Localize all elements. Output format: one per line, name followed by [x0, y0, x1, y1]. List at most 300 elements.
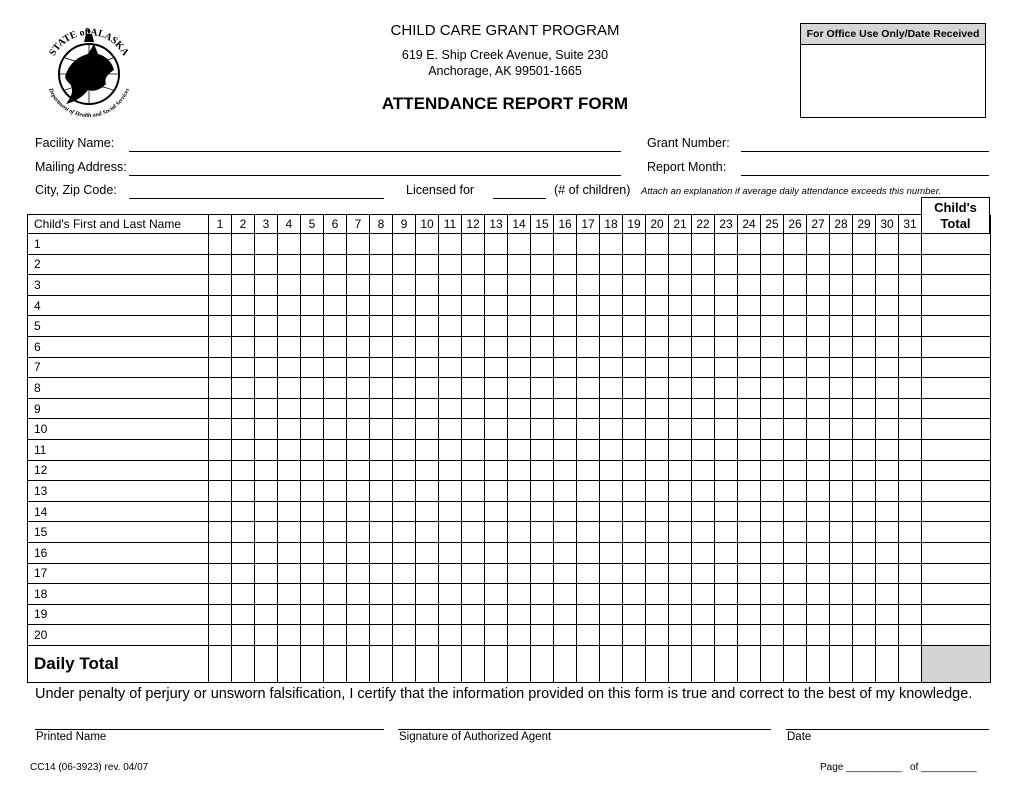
attendance-cell[interactable]: [393, 604, 416, 625]
attendance-cell[interactable]: [853, 336, 876, 357]
attendance-cell[interactable]: [508, 542, 531, 563]
attendance-cell[interactable]: [393, 254, 416, 275]
daily-total-cell[interactable]: [416, 645, 439, 682]
attendance-cell[interactable]: [232, 604, 255, 625]
attendance-cell[interactable]: [485, 584, 508, 605]
attendance-cell[interactable]: [899, 316, 922, 337]
attendance-cell[interactable]: [600, 460, 623, 481]
attendance-cell[interactable]: [899, 357, 922, 378]
attendance-cell[interactable]: [416, 234, 439, 255]
attendance-cell[interactable]: [830, 563, 853, 584]
attendance-cell[interactable]: [232, 439, 255, 460]
attendance-cell[interactable]: [324, 584, 347, 605]
attendance-cell[interactable]: [876, 316, 899, 337]
attendance-cell[interactable]: [232, 336, 255, 357]
attendance-cell[interactable]: [784, 357, 807, 378]
attendance-cell[interactable]: [209, 275, 232, 296]
attendance-cell[interactable]: [876, 378, 899, 399]
attendance-cell[interactable]: [784, 481, 807, 502]
attendance-cell[interactable]: [600, 254, 623, 275]
attendance-cell[interactable]: [853, 501, 876, 522]
attendance-cell[interactable]: [508, 398, 531, 419]
attendance-cell[interactable]: [784, 378, 807, 399]
attendance-cell[interactable]: [508, 316, 531, 337]
attendance-cell[interactable]: [784, 295, 807, 316]
attendance-cell[interactable]: [830, 604, 853, 625]
attendance-cell[interactable]: [692, 542, 715, 563]
attendance-cell[interactable]: [600, 419, 623, 440]
attendance-cell[interactable]: [784, 522, 807, 543]
attendance-cell[interactable]: [761, 254, 784, 275]
attendance-cell[interactable]: [853, 481, 876, 502]
attendance-cell[interactable]: [876, 419, 899, 440]
attendance-cell[interactable]: [232, 275, 255, 296]
attendance-cell[interactable]: [255, 501, 278, 522]
attendance-cell[interactable]: [462, 378, 485, 399]
attendance-cell[interactable]: [646, 295, 669, 316]
child-total-cell[interactable]: [922, 481, 991, 502]
attendance-cell[interactable]: [899, 336, 922, 357]
attendance-cell[interactable]: [485, 481, 508, 502]
attendance-cell[interactable]: [899, 234, 922, 255]
attendance-cell[interactable]: [692, 584, 715, 605]
attendance-cell[interactable]: [577, 604, 600, 625]
grant-number-field[interactable]: [741, 151, 989, 152]
attendance-cell[interactable]: [830, 460, 853, 481]
child-total-cell[interactable]: [922, 439, 991, 460]
attendance-cell[interactable]: [485, 357, 508, 378]
attendance-cell[interactable]: [623, 336, 646, 357]
daily-total-cell[interactable]: [692, 645, 715, 682]
attendance-cell[interactable]: [416, 439, 439, 460]
attendance-cell[interactable]: [738, 275, 761, 296]
attendance-cell[interactable]: [324, 336, 347, 357]
attendance-cell[interactable]: [209, 254, 232, 275]
attendance-cell[interactable]: [807, 357, 830, 378]
attendance-cell[interactable]: [669, 501, 692, 522]
attendance-cell[interactable]: [462, 460, 485, 481]
daily-total-cell[interactable]: [807, 645, 830, 682]
attendance-cell[interactable]: [462, 542, 485, 563]
attendance-cell[interactable]: [715, 584, 738, 605]
attendance-cell[interactable]: [393, 295, 416, 316]
child-total-cell[interactable]: [922, 254, 991, 275]
attendance-cell[interactable]: [807, 501, 830, 522]
attendance-cell[interactable]: [646, 625, 669, 646]
attendance-cell[interactable]: [347, 481, 370, 502]
attendance-cell[interactable]: [784, 439, 807, 460]
daily-total-cell[interactable]: [508, 645, 531, 682]
attendance-cell[interactable]: [531, 542, 554, 563]
attendance-cell[interactable]: [508, 254, 531, 275]
daily-total-cell[interactable]: [623, 645, 646, 682]
attendance-cell[interactable]: [462, 604, 485, 625]
child-name-cell[interactable]: 19: [28, 604, 209, 625]
attendance-cell[interactable]: [623, 419, 646, 440]
attendance-cell[interactable]: [692, 563, 715, 584]
daily-total-cell[interactable]: [738, 645, 761, 682]
attendance-cell[interactable]: [784, 542, 807, 563]
attendance-cell[interactable]: [347, 522, 370, 543]
attendance-cell[interactable]: [278, 625, 301, 646]
attendance-cell[interactable]: [439, 316, 462, 337]
attendance-cell[interactable]: [347, 501, 370, 522]
attendance-cell[interactable]: [853, 625, 876, 646]
child-total-cell[interactable]: [922, 584, 991, 605]
attendance-cell[interactable]: [715, 295, 738, 316]
attendance-cell[interactable]: [255, 254, 278, 275]
attendance-cell[interactable]: [278, 522, 301, 543]
attendance-cell[interactable]: [853, 398, 876, 419]
attendance-cell[interactable]: [784, 501, 807, 522]
attendance-cell[interactable]: [807, 336, 830, 357]
attendance-cell[interactable]: [370, 316, 393, 337]
attendance-cell[interactable]: [416, 584, 439, 605]
attendance-cell[interactable]: [255, 481, 278, 502]
attendance-cell[interactable]: [278, 234, 301, 255]
attendance-cell[interactable]: [623, 501, 646, 522]
attendance-cell[interactable]: [508, 357, 531, 378]
attendance-cell[interactable]: [853, 254, 876, 275]
attendance-cell[interactable]: [508, 501, 531, 522]
attendance-cell[interactable]: [876, 254, 899, 275]
attendance-cell[interactable]: [485, 542, 508, 563]
attendance-cell[interactable]: [255, 275, 278, 296]
attendance-cell[interactable]: [623, 254, 646, 275]
attendance-cell[interactable]: [278, 357, 301, 378]
attendance-cell[interactable]: [278, 563, 301, 584]
attendance-cell[interactable]: [761, 419, 784, 440]
attendance-cell[interactable]: [876, 234, 899, 255]
attendance-cell[interactable]: [646, 275, 669, 296]
attendance-cell[interactable]: [876, 604, 899, 625]
attendance-cell[interactable]: [761, 481, 784, 502]
attendance-cell[interactable]: [830, 419, 853, 440]
attendance-cell[interactable]: [600, 336, 623, 357]
attendance-cell[interactable]: [508, 378, 531, 399]
attendance-cell[interactable]: [646, 234, 669, 255]
attendance-cell[interactable]: [623, 604, 646, 625]
attendance-cell[interactable]: [485, 625, 508, 646]
attendance-cell[interactable]: [301, 604, 324, 625]
attendance-cell[interactable]: [715, 522, 738, 543]
attendance-cell[interactable]: [232, 460, 255, 481]
attendance-cell[interactable]: [738, 316, 761, 337]
attendance-cell[interactable]: [623, 522, 646, 543]
attendance-cell[interactable]: [324, 357, 347, 378]
attendance-cell[interactable]: [393, 563, 416, 584]
attendance-cell[interactable]: [623, 378, 646, 399]
attendance-cell[interactable]: [255, 563, 278, 584]
attendance-cell[interactable]: [669, 316, 692, 337]
attendance-cell[interactable]: [324, 398, 347, 419]
attendance-cell[interactable]: [554, 295, 577, 316]
attendance-cell[interactable]: [278, 295, 301, 316]
attendance-cell[interactable]: [899, 604, 922, 625]
attendance-cell[interactable]: [554, 481, 577, 502]
attendance-cell[interactable]: [508, 625, 531, 646]
attendance-cell[interactable]: [715, 439, 738, 460]
attendance-cell[interactable]: [853, 604, 876, 625]
attendance-cell[interactable]: [232, 584, 255, 605]
attendance-cell[interactable]: [416, 625, 439, 646]
attendance-cell[interactable]: [278, 254, 301, 275]
attendance-cell[interactable]: [554, 316, 577, 337]
attendance-cell[interactable]: [738, 234, 761, 255]
attendance-cell[interactable]: [807, 563, 830, 584]
attendance-cell[interactable]: [623, 563, 646, 584]
attendance-cell[interactable]: [646, 522, 669, 543]
child-total-cell[interactable]: [922, 460, 991, 481]
printed-name-field[interactable]: [35, 729, 384, 730]
attendance-cell[interactable]: [370, 398, 393, 419]
attendance-cell[interactable]: [899, 439, 922, 460]
attendance-cell[interactable]: [416, 357, 439, 378]
attendance-cell[interactable]: [232, 481, 255, 502]
attendance-cell[interactable]: [370, 460, 393, 481]
attendance-cell[interactable]: [278, 378, 301, 399]
attendance-cell[interactable]: [784, 419, 807, 440]
child-name-cell[interactable]: 18: [28, 584, 209, 605]
attendance-cell[interactable]: [278, 604, 301, 625]
attendance-cell[interactable]: [646, 584, 669, 605]
attendance-cell[interactable]: [508, 439, 531, 460]
attendance-cell[interactable]: [324, 542, 347, 563]
attendance-cell[interactable]: [209, 316, 232, 337]
attendance-cell[interactable]: [462, 439, 485, 460]
attendance-cell[interactable]: [485, 398, 508, 419]
daily-total-cell[interactable]: [370, 645, 393, 682]
attendance-cell[interactable]: [531, 563, 554, 584]
attendance-cell[interactable]: [738, 254, 761, 275]
attendance-cell[interactable]: [853, 357, 876, 378]
attendance-cell[interactable]: [255, 522, 278, 543]
attendance-cell[interactable]: [393, 439, 416, 460]
attendance-cell[interactable]: [393, 419, 416, 440]
attendance-cell[interactable]: [715, 419, 738, 440]
attendance-cell[interactable]: [278, 419, 301, 440]
attendance-cell[interactable]: [370, 625, 393, 646]
attendance-cell[interactable]: [784, 584, 807, 605]
attendance-cell[interactable]: [646, 336, 669, 357]
attendance-cell[interactable]: [278, 501, 301, 522]
attendance-cell[interactable]: [439, 584, 462, 605]
attendance-cell[interactable]: [416, 542, 439, 563]
attendance-cell[interactable]: [577, 316, 600, 337]
attendance-cell[interactable]: [462, 481, 485, 502]
daily-total-cell[interactable]: [853, 645, 876, 682]
attendance-cell[interactable]: [301, 234, 324, 255]
attendance-cell[interactable]: [830, 584, 853, 605]
attendance-cell[interactable]: [600, 378, 623, 399]
attendance-cell[interactable]: [830, 316, 853, 337]
city-zip-field[interactable]: [129, 198, 384, 199]
attendance-cell[interactable]: [232, 501, 255, 522]
attendance-cell[interactable]: [669, 419, 692, 440]
attendance-cell[interactable]: [692, 275, 715, 296]
attendance-cell[interactable]: [324, 604, 347, 625]
attendance-cell[interactable]: [462, 419, 485, 440]
attendance-cell[interactable]: [485, 336, 508, 357]
attendance-cell[interactable]: [393, 501, 416, 522]
attendance-cell[interactable]: [853, 275, 876, 296]
attendance-cell[interactable]: [370, 275, 393, 296]
attendance-cell[interactable]: [853, 542, 876, 563]
child-total-cell[interactable]: [922, 522, 991, 543]
child-name-cell[interactable]: 3: [28, 275, 209, 296]
attendance-cell[interactable]: [209, 419, 232, 440]
attendance-cell[interactable]: [209, 398, 232, 419]
attendance-cell[interactable]: [876, 481, 899, 502]
attendance-cell[interactable]: [439, 625, 462, 646]
attendance-cell[interactable]: [738, 563, 761, 584]
attendance-cell[interactable]: [807, 604, 830, 625]
attendance-cell[interactable]: [370, 234, 393, 255]
attendance-cell[interactable]: [301, 336, 324, 357]
attendance-cell[interactable]: [577, 460, 600, 481]
attendance-cell[interactable]: [531, 275, 554, 296]
daily-total-cell[interactable]: [462, 645, 485, 682]
attendance-cell[interactable]: [876, 522, 899, 543]
attendance-cell[interactable]: [899, 254, 922, 275]
attendance-cell[interactable]: [531, 357, 554, 378]
attendance-cell[interactable]: [784, 336, 807, 357]
attendance-cell[interactable]: [485, 295, 508, 316]
attendance-cell[interactable]: [899, 542, 922, 563]
child-name-cell[interactable]: 16: [28, 542, 209, 563]
attendance-cell[interactable]: [853, 378, 876, 399]
attendance-cell[interactable]: [761, 584, 784, 605]
attendance-cell[interactable]: [784, 460, 807, 481]
child-name-cell[interactable]: 1: [28, 234, 209, 255]
child-name-cell[interactable]: 11: [28, 439, 209, 460]
attendance-cell[interactable]: [232, 398, 255, 419]
daily-total-cell[interactable]: [439, 645, 462, 682]
attendance-cell[interactable]: [209, 460, 232, 481]
attendance-cell[interactable]: [669, 563, 692, 584]
attendance-cell[interactable]: [692, 501, 715, 522]
attendance-cell[interactable]: [485, 439, 508, 460]
attendance-cell[interactable]: [853, 460, 876, 481]
attendance-cell[interactable]: [278, 584, 301, 605]
attendance-cell[interactable]: [761, 234, 784, 255]
daily-total-cell[interactable]: [347, 645, 370, 682]
attendance-cell[interactable]: [554, 501, 577, 522]
attendance-cell[interactable]: [807, 316, 830, 337]
attendance-cell[interactable]: [646, 501, 669, 522]
daily-total-cell[interactable]: [899, 645, 922, 682]
attendance-cell[interactable]: [669, 481, 692, 502]
attendance-cell[interactable]: [600, 439, 623, 460]
attendance-cell[interactable]: [393, 234, 416, 255]
attendance-cell[interactable]: [761, 501, 784, 522]
attendance-cell[interactable]: [692, 316, 715, 337]
attendance-cell[interactable]: [462, 398, 485, 419]
attendance-cell[interactable]: [623, 584, 646, 605]
daily-total-cell[interactable]: [278, 645, 301, 682]
child-name-cell[interactable]: 12: [28, 460, 209, 481]
attendance-cell[interactable]: [232, 357, 255, 378]
attendance-cell[interactable]: [255, 336, 278, 357]
attendance-cell[interactable]: [347, 460, 370, 481]
attendance-cell[interactable]: [439, 522, 462, 543]
attendance-cell[interactable]: [623, 357, 646, 378]
attendance-cell[interactable]: [646, 460, 669, 481]
attendance-cell[interactable]: [600, 522, 623, 543]
attendance-cell[interactable]: [370, 254, 393, 275]
attendance-cell[interactable]: [324, 501, 347, 522]
attendance-cell[interactable]: [692, 439, 715, 460]
attendance-cell[interactable]: [209, 625, 232, 646]
attendance-cell[interactable]: [393, 336, 416, 357]
attendance-cell[interactable]: [784, 398, 807, 419]
attendance-cell[interactable]: [715, 357, 738, 378]
attendance-cell[interactable]: [462, 234, 485, 255]
attendance-cell[interactable]: [830, 542, 853, 563]
attendance-cell[interactable]: [669, 378, 692, 399]
attendance-cell[interactable]: [416, 316, 439, 337]
daily-total-cell[interactable]: [646, 645, 669, 682]
attendance-cell[interactable]: [738, 584, 761, 605]
attendance-cell[interactable]: [301, 501, 324, 522]
attendance-cell[interactable]: [761, 357, 784, 378]
attendance-cell[interactable]: [301, 563, 324, 584]
attendance-cell[interactable]: [370, 542, 393, 563]
attendance-cell[interactable]: [439, 604, 462, 625]
attendance-cell[interactable]: [554, 439, 577, 460]
daily-total-cell[interactable]: [393, 645, 416, 682]
attendance-cell[interactable]: [462, 295, 485, 316]
attendance-cell[interactable]: [324, 481, 347, 502]
attendance-cell[interactable]: [393, 584, 416, 605]
attendance-cell[interactable]: [347, 316, 370, 337]
attendance-cell[interactable]: [462, 584, 485, 605]
attendance-cell[interactable]: [485, 419, 508, 440]
attendance-cell[interactable]: [232, 295, 255, 316]
attendance-cell[interactable]: [278, 481, 301, 502]
attendance-cell[interactable]: [416, 295, 439, 316]
attendance-cell[interactable]: [692, 378, 715, 399]
attendance-cell[interactable]: [370, 336, 393, 357]
attendance-cell[interactable]: [899, 460, 922, 481]
attendance-cell[interactable]: [738, 542, 761, 563]
attendance-cell[interactable]: [347, 254, 370, 275]
child-name-cell[interactable]: 20: [28, 625, 209, 646]
daily-total-cell[interactable]: [830, 645, 853, 682]
attendance-cell[interactable]: [531, 398, 554, 419]
child-name-cell[interactable]: 2: [28, 254, 209, 275]
attendance-cell[interactable]: [347, 604, 370, 625]
attendance-cell[interactable]: [439, 254, 462, 275]
attendance-cell[interactable]: [508, 584, 531, 605]
attendance-cell[interactable]: [646, 378, 669, 399]
attendance-cell[interactable]: [600, 604, 623, 625]
attendance-cell[interactable]: [347, 398, 370, 419]
attendance-cell[interactable]: [807, 378, 830, 399]
attendance-cell[interactable]: [600, 625, 623, 646]
attendance-cell[interactable]: [899, 522, 922, 543]
attendance-cell[interactable]: [462, 501, 485, 522]
attendance-cell[interactable]: [715, 563, 738, 584]
attendance-cell[interactable]: [623, 460, 646, 481]
attendance-cell[interactable]: [761, 295, 784, 316]
daily-total-cell[interactable]: [301, 645, 324, 682]
daily-total-cell[interactable]: [531, 645, 554, 682]
attendance-cell[interactable]: [830, 481, 853, 502]
attendance-cell[interactable]: [347, 336, 370, 357]
attendance-cell[interactable]: [692, 481, 715, 502]
attendance-cell[interactable]: [416, 254, 439, 275]
